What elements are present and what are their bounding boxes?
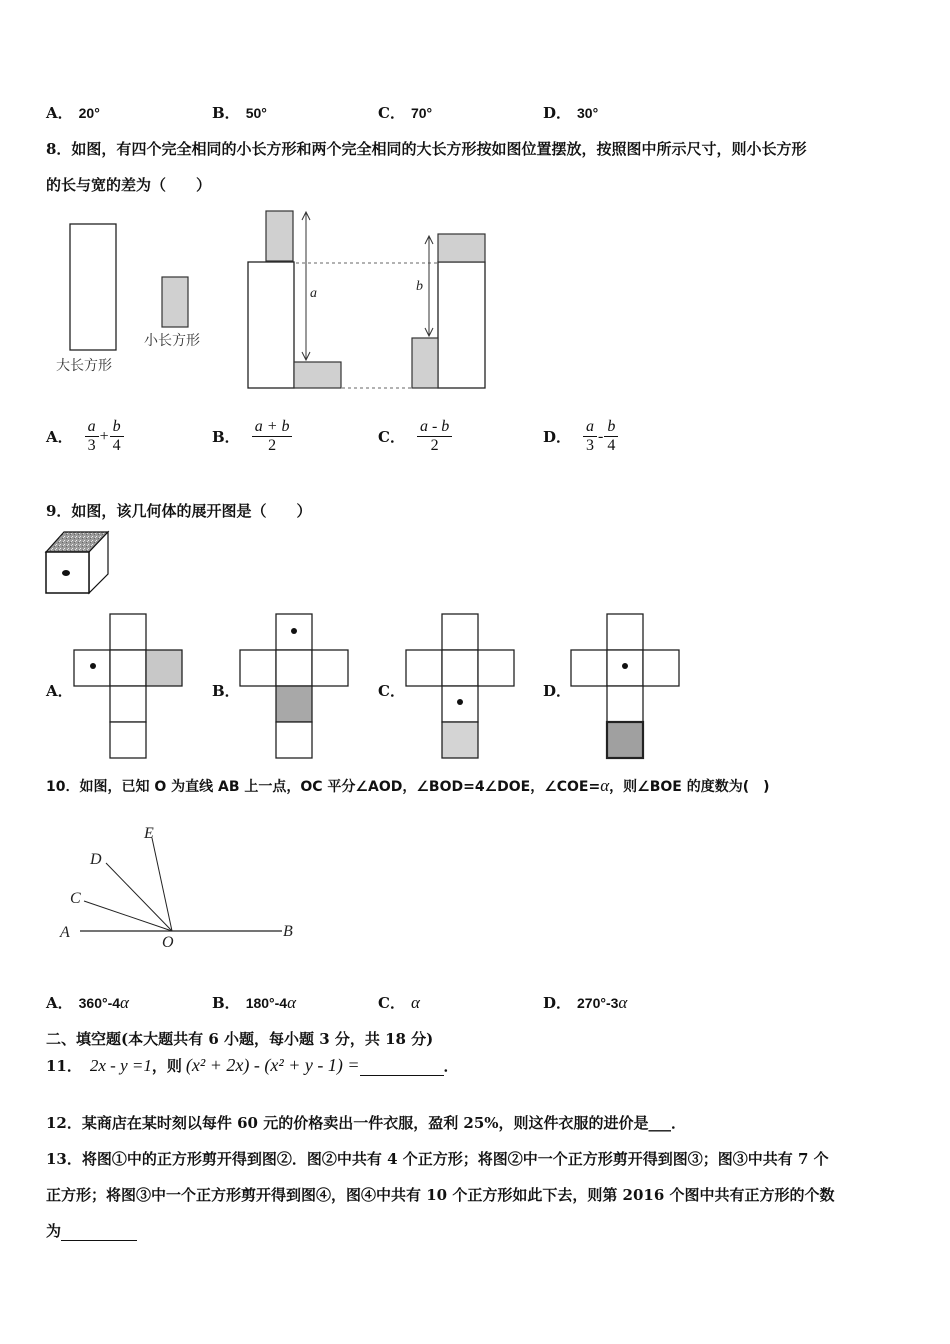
q10-text: 10．如图，已知 O 为直线 AB 上一点，OC 平分∠AOD，∠BOD=4∠DOE，∠COE=α，则∠BOE 的度数为( )	[46, 776, 770, 795]
q9-net-d	[569, 612, 681, 760]
label-b: b	[416, 279, 423, 294]
point-b-label: B	[283, 923, 293, 940]
q8-figure	[40, 200, 510, 400]
q9-option-d-label: D．	[543, 682, 572, 700]
right-big-rectangle	[438, 262, 485, 388]
q13-text-line1: 13．将图①中的正方形剪开得到图②．图②中共有 4 个正方形；将图②中一个正方形剪开得到图③；图③中共有 7 个	[46, 1150, 829, 1168]
q10-option-b: B． 180°-4α	[212, 993, 297, 1012]
q7-option-d: D． 30°	[543, 104, 599, 122]
q10-option-c: C． α	[378, 993, 420, 1012]
q9-text: 9．如图，该几何体的展开图是（ ）	[46, 502, 312, 520]
small-rect-label: 小长方形	[144, 334, 200, 349]
section-heading: 二、填空题(本大题共有 6 小题，每小题 3 分，共 18 分)	[46, 1030, 434, 1048]
q10-option-a: A． 360°-4α	[46, 993, 129, 1012]
q12-text: 12．某商店在某时刻以每件 60 元的价格卖出一件衣服，盈利 25%，则这件衣服的进价是___．	[46, 1114, 687, 1132]
ray-oe	[152, 838, 172, 931]
point-e-label: E	[144, 825, 154, 842]
q8-text-line1: 8．如图，有四个完全相同的小长方形和两个完全相同的大长方形按如图位置摆放，按照图中所示尺寸，则小长方形	[46, 140, 807, 158]
q8-option-a: A． $\frac{a}{3}$ + $\frac{b}{4}$	[46, 418, 124, 455]
q7-option-c: C． 70°	[378, 104, 433, 122]
q11-answer-blank[interactable]	[360, 1055, 444, 1076]
q7-option-b: B． 50°	[212, 104, 267, 122]
q13-answer-blank[interactable]	[61, 1222, 137, 1241]
q9-net-a	[72, 612, 184, 760]
big-rectangle-sample	[70, 224, 116, 350]
small-rectangle-sample	[162, 277, 188, 327]
point-o-label: O	[162, 934, 174, 951]
left-big-rectangle	[248, 262, 294, 388]
point-a-label: A	[60, 924, 70, 941]
q7-option-a: A． 20°	[46, 104, 100, 122]
point-c-label: C	[70, 890, 81, 907]
left-top-small-rectangle	[266, 211, 293, 261]
q10-option-d: D． 270°-3α	[543, 993, 628, 1012]
right-bottom-small-rectangle	[412, 338, 438, 388]
q10-figure	[54, 818, 314, 958]
left-bottom-small-rectangle	[294, 362, 341, 388]
cube-dot	[62, 570, 70, 576]
q13-text-line3: 为	[46, 1220, 137, 1241]
q9-option-b-label: B．	[212, 682, 240, 700]
q9-net-b	[238, 612, 350, 760]
point-d-label: D	[90, 851, 102, 868]
q8-option-b: B． $\frac{a + b}{2}$	[212, 418, 292, 455]
ray-oc	[84, 901, 172, 931]
ray-od	[106, 863, 172, 931]
label-a: a	[310, 286, 317, 301]
q9-option-a-label: A．	[46, 682, 73, 700]
q9-option-c-label: C．	[378, 682, 405, 700]
q8-text-line2: 的长与宽的差为（ ）	[46, 176, 212, 194]
big-rect-label: 大长方形	[56, 359, 112, 374]
q9-cube-figure	[44, 528, 114, 598]
q8-option-c: C． $\frac{a - b}{2}$	[378, 418, 452, 455]
q11-line: 11． 2x - y =1 ，则 (x² + 2x) - (x² + y - 1) = ．	[46, 1055, 459, 1075]
q9-net-c	[404, 612, 516, 760]
q8-option-d: D． $\frac{a}{3}$ - $\frac{b}{4}$	[543, 418, 618, 455]
right-top-small-rectangle	[438, 234, 485, 262]
q13-text-line2: 正方形；将图③中一个正方形剪开得到图④，图④中共有 10 个正方形如此下去，则第 2016 个图中共有正方形的个数	[46, 1186, 835, 1204]
